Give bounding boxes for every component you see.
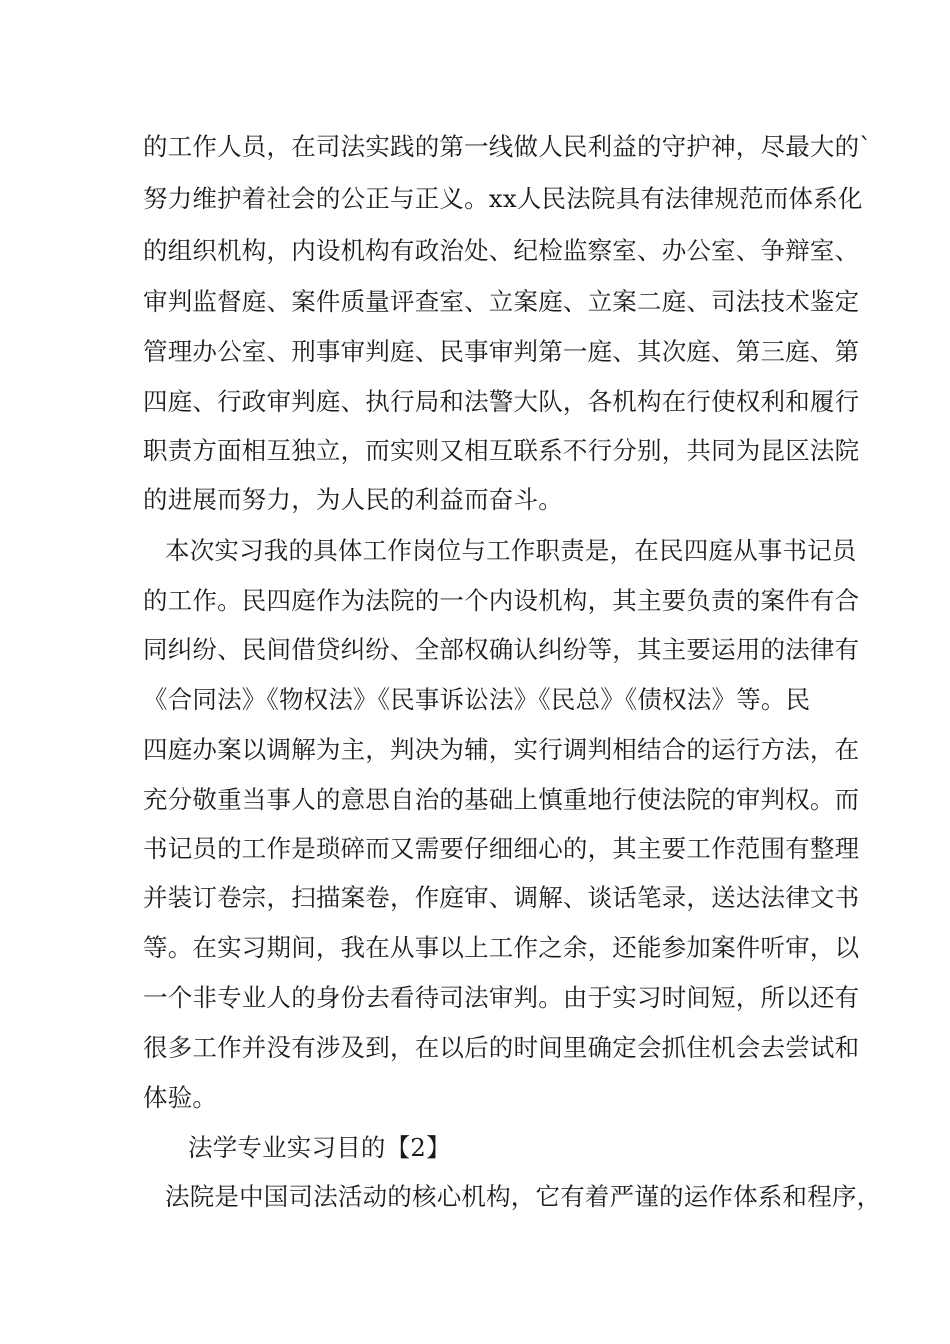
text-line: 审判监督庭、案件质量评查室、立案庭、立案二庭、司法技术鉴定	[143, 287, 860, 316]
text-line: 四庭、行政审判庭、执行局和法警大队，各机构在行使权利和履行	[143, 387, 860, 416]
text-line: 同纠纷、民间借贷纠纷、全部权确认纠纷等，其主要运用的法律有	[143, 635, 860, 664]
paragraph-start-line: 本次实习我的具体工作岗位与工作职责是，在民四庭从事书记员	[165, 536, 857, 565]
text-line: 等。在实习期间，我在从事以上工作之余，还能参加案件听审，以	[143, 933, 860, 962]
text-line: 《合同法》《物权法》《民事诉讼法》《民总》《债权法》等。民	[143, 685, 811, 714]
text-line: 管理办公室、刑事审判庭、民事审判第一庭、其次庭、第三庭、第	[143, 337, 860, 366]
text-line: 的组织机构，内设机构有政治处、纪检监察室、办公室、争辩室、	[143, 236, 860, 265]
text-line: 职责方面相互独立，而实则又相互联系不行分别，共同为昆区法院	[143, 436, 860, 465]
text-line: 充分敬重当事人的意思自治的基础上慎重地行使法院的审判权。而	[143, 785, 860, 814]
text-line: 的工作。民四庭作为法院的一个内设机构，其主要负责的案件有合	[143, 586, 860, 615]
text-line: 很多工作并没有涉及到，在以后的时间里确定会抓住机会去尝试和	[143, 1033, 860, 1062]
text-line: 努力维护着社会的公正与正义。xx人民法院具有法律规范而体系化	[143, 184, 863, 213]
text-line: 四庭办案以调解为主，判决为辅，实行调判相结合的运行方法，在	[143, 735, 860, 764]
paragraph-start-line: 法院是中国司法活动的核心机构，它有着严谨的运作体系和程序，	[165, 1182, 882, 1211]
text-line: 体验。	[143, 1083, 218, 1112]
text-line: 的进展而努力，为人民的利益而奋斗。	[143, 485, 563, 514]
text-line: 的工作人员，在司法实践的第一线做人民利益的守护神，尽最大的`	[143, 132, 872, 161]
text-line: 并装订卷宗，扫描案卷，作庭审、调解、谈话笔录，送达法律文书	[143, 883, 860, 912]
section-heading: 法学专业实习目的【2】	[188, 1133, 451, 1162]
text-line: 书记员的工作是琐碎而又需要仔细细心的，其主要工作范围有整理	[143, 834, 860, 863]
text-line: 一个非专业人的身份去看待司法审判。由于实习时间短，所以还有	[143, 983, 860, 1012]
